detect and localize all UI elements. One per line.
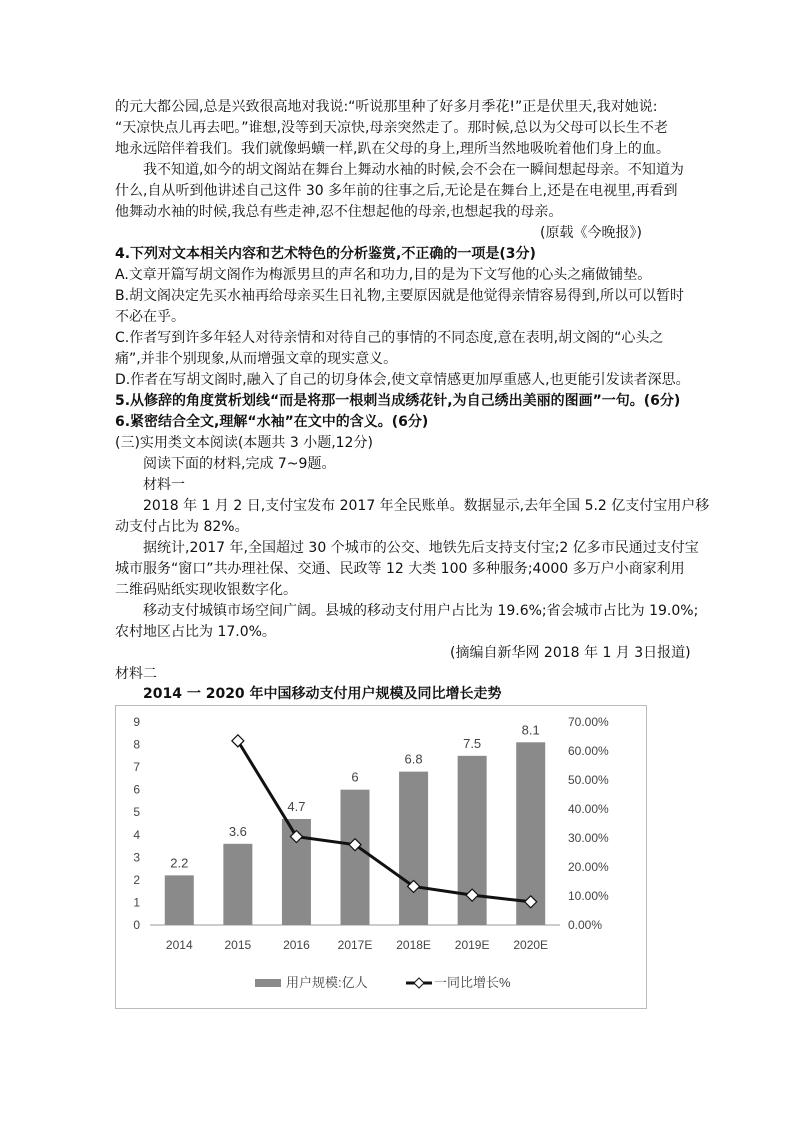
text-line: 移动支付城镇市场空间广阔。县城的移动支付用户占比为 19.6%;省会城市占比为 19.0%;	[143, 603, 699, 619]
source-note: (摘编自新华网 2018 年 1 月 3日报道)	[450, 645, 691, 661]
bar-data-label: 2.2	[170, 855, 189, 871]
text-line: 二维码贴纸实现收银数字化。	[115, 582, 297, 598]
text-line: 2018 年 1 月 2 日,支付宝发布 2017 年全民账单。数据显示,去年全国 5.2 亿支付宝用户移	[143, 498, 710, 514]
chart-title: 2014 一 2020 年中国移动支付用户规模及同比增长走势	[143, 686, 502, 702]
text-line: 什么,自从听到他讲述自己这件 30 多年前的往事之后,无论是在舞台上,还是在电视里,再看到	[115, 183, 678, 199]
x-axis-tick-label: 2015	[224, 938, 252, 952]
source-note: (原载《今晚报》)	[540, 225, 642, 241]
x-axis-tick-label: 2016	[283, 938, 310, 952]
left-axis-tick-label: 4	[133, 827, 140, 842]
left-axis-tick-label: 7	[133, 760, 140, 775]
question-5: 5.从修辞的角度赏析划线“而是将那一根刺当成绣花针,为自己绣出美丽的图画”一句。(6分)	[115, 393, 681, 409]
bar-data-label: 7.5	[463, 735, 482, 751]
left-axis-tick-label: 3	[133, 850, 140, 865]
text-line: 城市服务“窗口”共办理社保、交通、民政等 12 大类 100 多种服务;4000 多万户小商家利用	[115, 561, 685, 577]
bar-data-label: 6	[351, 769, 359, 785]
bar-data-label: 3.6	[228, 823, 247, 839]
right-axis-tick-label: 60.00%	[568, 744, 609, 758]
question-6: 6.紧密结合全文,理解“水袖”在文中的含义。(6分)	[115, 414, 429, 430]
legend-label: 一同比增长%	[434, 975, 511, 990]
right-axis-tick-label: 40.00%	[568, 802, 609, 816]
right-axis-tick-label: 50.00%	[568, 773, 609, 787]
text-line: “天凉快点儿再去吧。”谁想,没等到天凉快,母亲突然走了。那时候,总以为父母可以长生不老	[115, 120, 668, 136]
legend-label: 用户规模:亿人	[286, 975, 368, 990]
left-axis-tick-label: 6	[133, 782, 140, 797]
bar-data-label: 6.8	[404, 751, 423, 767]
material-label: 材料一	[143, 477, 185, 493]
left-axis-tick-label: 0	[133, 918, 140, 932]
option-c-cont: 痛”,并非个别现象,从而增强文章的现实意义。	[115, 351, 398, 367]
section-heading: (三)实用类文本阅读(本题共 3 小题,12分)	[115, 435, 373, 451]
option-a: A.文章开篇写胡文阁作为梅派男旦的声名和功力,目的是为下文写他的心头之痛做铺垫。	[115, 267, 652, 283]
x-axis-tick-label: 2018E	[396, 938, 431, 952]
question-4: 4.下列对文本相关内容和艺术特色的分析鉴赏,不正确的一项是(3分)	[115, 246, 536, 262]
option-c: C.作者写到许多年轻人对待亲情和对待自己的事情的不同态度,意在表明,胡文阁的“心头之	[115, 330, 664, 346]
text-line: 的元大都公园,总是兴致很高地对我说:“听说那里种了好多月季花!”正是伏里天,我对她说:	[115, 99, 658, 115]
x-axis-tick-label: 2019E	[454, 938, 490, 952]
material-label: 材料二	[115, 666, 157, 682]
option-b: B.胡文阁决定先买水袖再给母亲买生日礼物,主要原因就是他觉得亲情容易得到,所以可以暂时	[115, 288, 684, 304]
x-axis-tick-label: 2020E	[513, 938, 549, 952]
text-line: 他舞动水袖的时候,我总有些走神,忍不住想起他的母亲,也想起我的母亲。	[115, 204, 563, 220]
left-axis-tick-label: 1	[133, 895, 140, 910]
text-line: 我不知道,如今的胡文阁站在舞台上舞动水袖的时候,会不会在一瞬间想起母亲。不知道为	[143, 162, 684, 178]
right-axis-tick-label: 10.00%	[568, 889, 609, 903]
bar-data-label: 8.1	[521, 722, 540, 738]
left-axis-tick-label: 9	[133, 715, 140, 729]
x-axis-tick-label: 2014	[165, 938, 193, 952]
right-axis-tick-label: 70.00%	[568, 715, 609, 729]
text-line: 据统计,2017 年,全国超过 30 个城市的公交、地铁先后支持支付宝;2 亿多市民通过支付宝	[143, 540, 699, 556]
instruction: 阅读下面的材料,完成 7~9题。	[143, 456, 336, 472]
left-axis-tick-label: 5	[133, 805, 140, 820]
option-d: D.作者在写胡文阁时,融入了自己的切身体会,使文章情感更加厚重感人,也更能引发读者深思。	[115, 372, 690, 388]
option-b-cont: 不必在乎。	[115, 309, 185, 325]
text-line: 地永远陪伴着我们。我们就像蚂蟥一样,趴在父母的身上,理所当然地吸吮着他们身上的血。	[115, 141, 670, 157]
chart-frame	[115, 705, 647, 1009]
text-line: 动支付占比为 82%。	[115, 519, 249, 535]
right-axis-tick-label: 30.00%	[568, 831, 609, 845]
left-axis-tick-label: 2	[133, 872, 140, 887]
bar-data-label: 4.7	[287, 798, 306, 814]
right-axis-tick-label: 20.00%	[568, 860, 609, 874]
text-line: 农村地区占比为 17.0%。	[115, 624, 276, 640]
left-axis-tick-label: 8	[133, 737, 140, 752]
x-axis-tick-label: 2017E	[337, 938, 373, 952]
right-axis-tick-label: 0.00%	[568, 918, 603, 932]
